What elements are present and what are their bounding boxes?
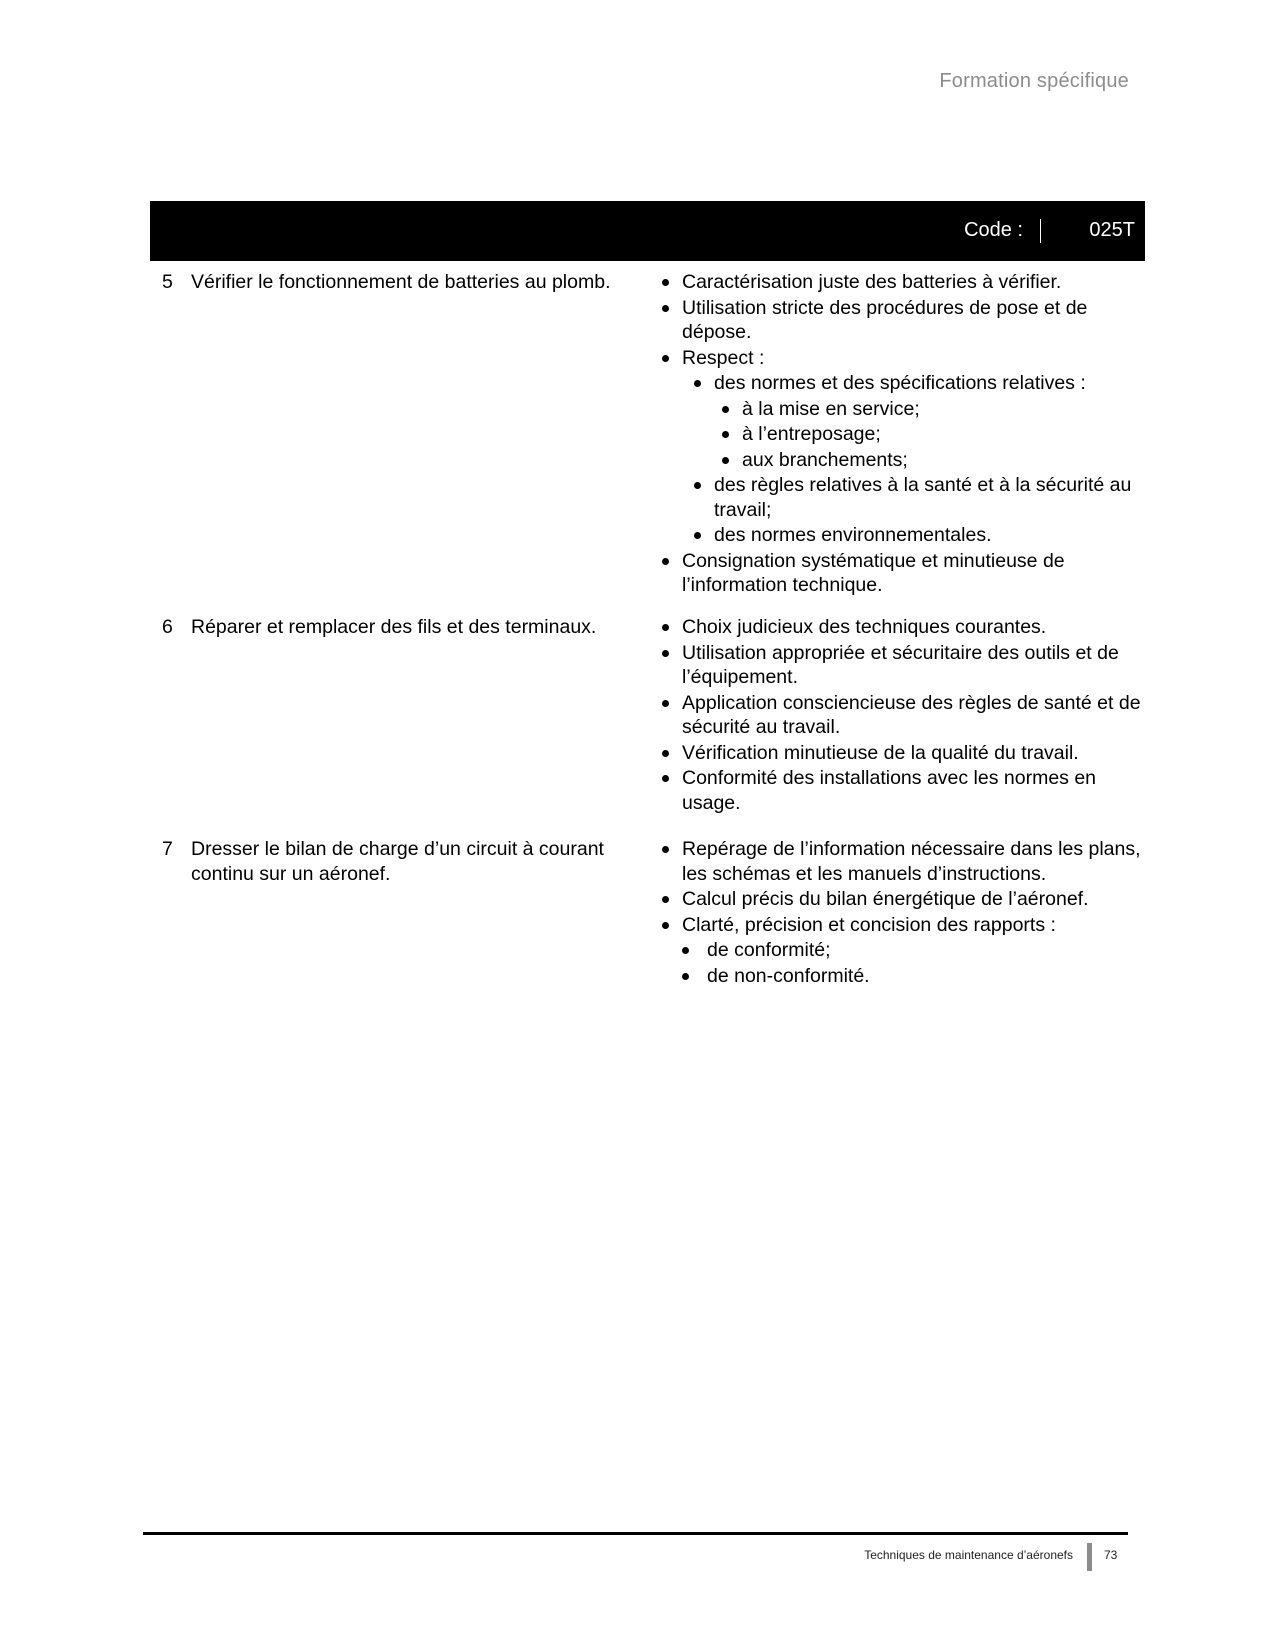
code-header-bar bbox=[150, 201, 1145, 261]
task-number: 5 bbox=[162, 271, 173, 293]
code-value: 025T bbox=[1089, 219, 1135, 241]
criterion-item: Application consciencieuse des règles de santé et de sécurité au travail. bbox=[650, 691, 1150, 740]
criteria-list bbox=[650, 270, 1150, 599]
criterion-item: Utilisation stricte des procédures de pose et de dépose. bbox=[650, 296, 1150, 345]
respect-subitem: des règles relatives à la santé et à la sécurité au travail; bbox=[682, 473, 1150, 522]
criteria-list bbox=[650, 615, 1150, 816]
criterion-item: Vérification minutieuse de la qualité du travail. bbox=[650, 741, 1150, 766]
footer-rule bbox=[143, 1532, 1128, 1535]
relative-subitem: à l’entreposage; bbox=[710, 422, 1150, 447]
criterion-item: Clarté, précision et concision des rapports : bbox=[650, 913, 1150, 938]
criterion-item: Consignation systématique et minutieuse de l’information technique. bbox=[650, 549, 1150, 598]
relative-subitem: à la mise en service; bbox=[710, 397, 1150, 422]
respect-subitem: des normes et des spécifications relatives : bbox=[682, 371, 1150, 396]
page-number: 73 bbox=[1104, 1548, 1118, 1562]
task-statement: Dresser le bilan de charge d’un circuit à courant continu sur un aéronef. bbox=[191, 838, 604, 885]
criterion-item: Repérage de l’information nécessaire dans les plans, les schémas et les manuels d’instructions. bbox=[650, 837, 1150, 886]
task-number: 6 bbox=[162, 616, 173, 638]
criterion-item: Choix judicieux des techniques courantes. bbox=[650, 615, 1150, 640]
criterion-item: Respect : bbox=[650, 346, 1150, 371]
footer-separator bbox=[1087, 1543, 1092, 1571]
running-head-title: Formation spécifique bbox=[939, 70, 1129, 92]
criterion-item: Utilisation appropriée et sécuritaire des outils et de l’équipement. bbox=[650, 641, 1150, 690]
criterion-item: Conformité des installations avec les normes en usage. bbox=[650, 766, 1150, 815]
relative-subitem: aux branchements; bbox=[710, 448, 1150, 473]
criterion-item: Caractérisation juste des batteries à vérifier. bbox=[650, 270, 1150, 295]
code-separator bbox=[1040, 219, 1041, 243]
task-number: 7 bbox=[162, 838, 173, 860]
report-subitem: de non-conformité. bbox=[682, 964, 1150, 989]
task-statement: Vérifier le fonctionnement de batteries au plomb. bbox=[191, 271, 611, 293]
criteria-list bbox=[650, 837, 1150, 989]
report-subitem: de conformité; bbox=[682, 938, 1150, 963]
code-label: Code : bbox=[964, 219, 1023, 241]
respect-subitem: des normes environnementales. bbox=[682, 523, 1150, 548]
task-statement: Réparer et remplacer des fils et des terminaux. bbox=[191, 616, 597, 638]
footer-program-title: Techniques de maintenance d’aéronefs bbox=[864, 1548, 1073, 1562]
criterion-item: Calcul précis du bilan énergétique de l’aéronef. bbox=[650, 887, 1150, 912]
